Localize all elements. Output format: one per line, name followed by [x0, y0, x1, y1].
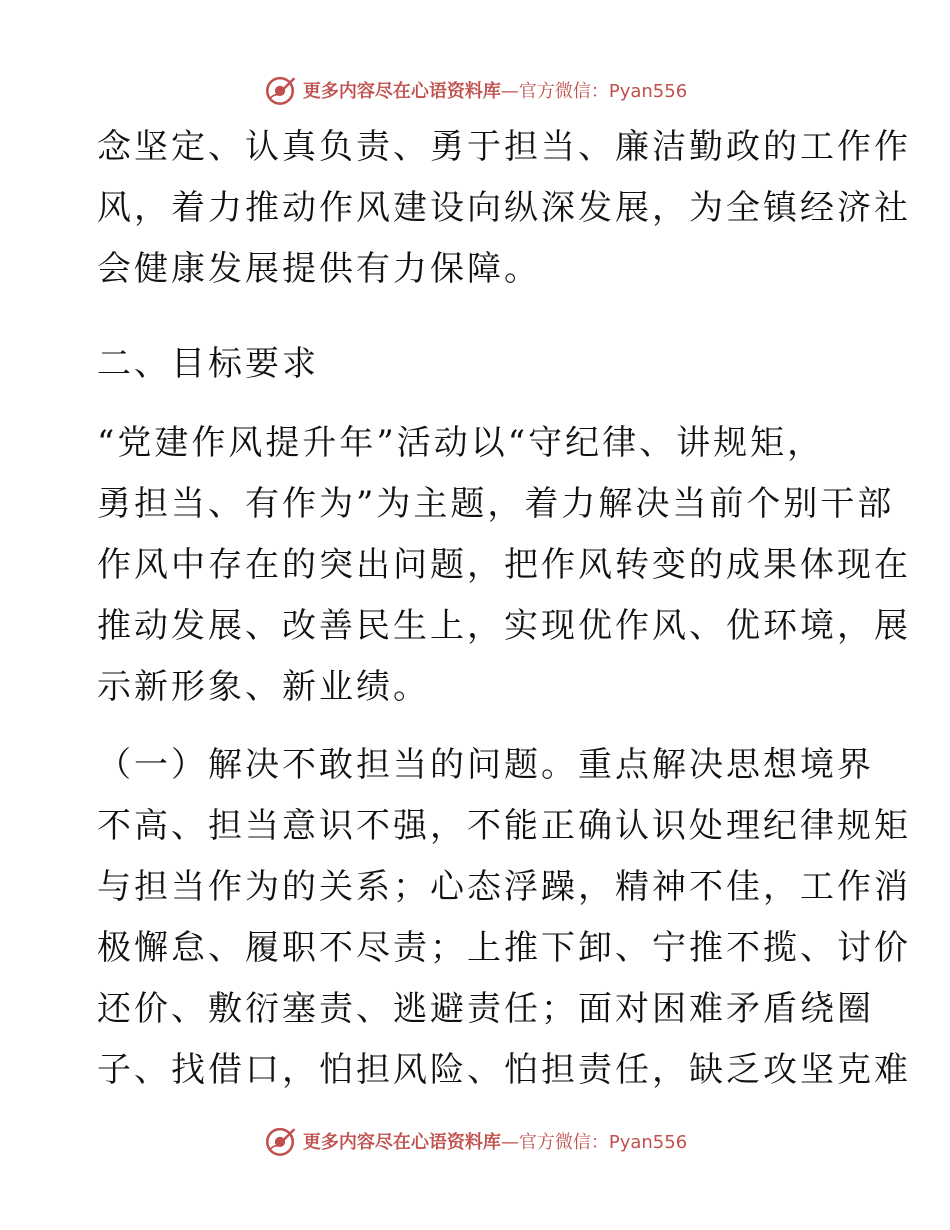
- body-line-5: “党建作风提升年”活动以“守纪律、讲规矩，: [97, 423, 825, 463]
- body-line-6: 勇担当、有作为”为主题，着力解决当前个别干部: [97, 484, 895, 524]
- header-banner-inner: [263, 73, 687, 107]
- pen-logo-icon: [263, 1124, 297, 1158]
- header-banner-id: Pyan556: [608, 81, 688, 102]
- footer-banner-official: 官方微信：: [518, 1132, 609, 1153]
- body-line-13: 极懈怠、履职不尽责；上推下卸、宁推不揽、讨价: [97, 928, 911, 968]
- header-banner-sep: —: [500, 81, 519, 102]
- body-line-15: 子、找借口，怕担风险、怕担责任，缺乏攻坚克难: [97, 1050, 911, 1090]
- footer-banner-main: 更多内容尽在心语资料库: [302, 1132, 501, 1153]
- pen-logo-icon: [263, 73, 297, 107]
- header-banner-main: 更多内容尽在心语资料库: [302, 81, 501, 102]
- footer-banner-inner: [263, 1124, 687, 1158]
- footer-banner-id: Pyan556: [608, 1132, 688, 1153]
- body-line-3: 会健康发展提供有力保障。: [97, 249, 541, 289]
- document-body: [97, 118, 911, 1090]
- body-line-11: 不高、担当意识不强，不能正确认识处理纪律规矩: [97, 806, 911, 846]
- footer-banner-sep: —: [500, 1132, 519, 1153]
- header-banner: [0, 70, 950, 110]
- body-line-9: 示新形象、新业绩。: [97, 667, 430, 707]
- body-line-1: 念坚定、认真负责、勇于担当、廉洁勤政的工作作: [97, 127, 911, 167]
- subsection-heading-1: （一）解决不敢担当的问题。重点解决思想境界: [97, 745, 874, 785]
- body-line-14: 还价、敷衍塞责、逃避责任；面对困难矛盾绕圈: [97, 989, 874, 1029]
- header-banner-official: 官方微信：: [518, 81, 609, 102]
- body-line-8: 推动发展、改善民生上，实现优作风、优环境，展: [97, 606, 911, 646]
- body-line-7: 作风中存在的突出问题，把作风转变的成果体现在: [97, 545, 911, 585]
- body-line-2: 风，着力推动作风建设向纵深发展，为全镇经济社: [97, 188, 911, 228]
- footer-banner: [0, 1121, 950, 1161]
- header-banner-text: [303, 77, 687, 103]
- section-heading-goals: 二、目标要求: [97, 344, 319, 384]
- body-line-12: 与担当作为的关系；心态浮躁，精神不佳，工作消: [97, 867, 911, 907]
- footer-banner-text: [303, 1128, 687, 1154]
